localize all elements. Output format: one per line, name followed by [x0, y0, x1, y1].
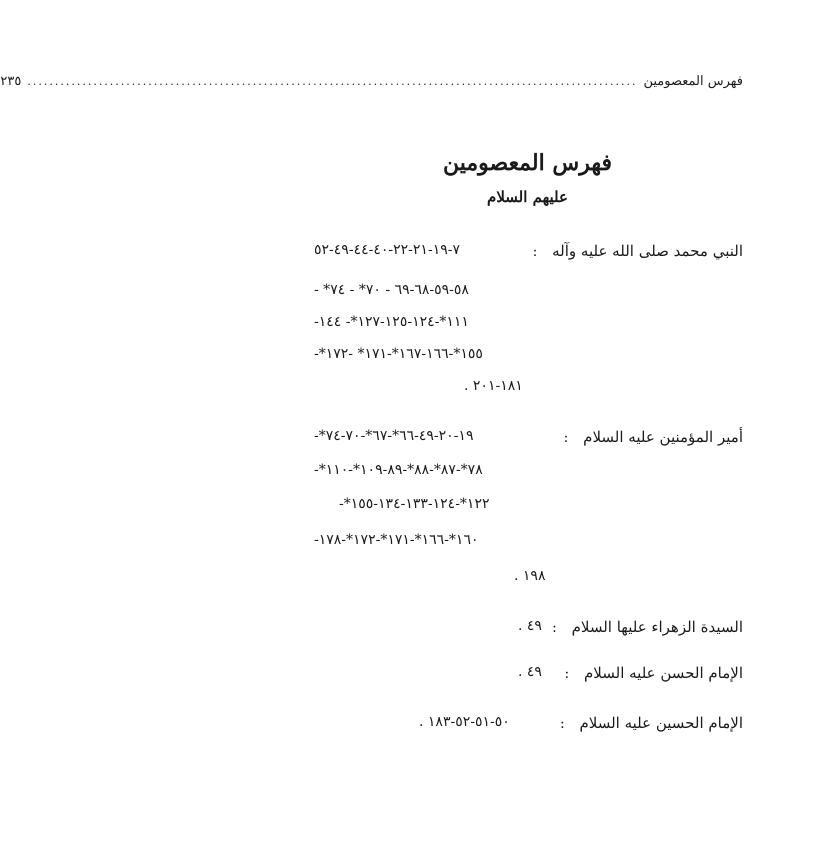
- page-ref-line: ١٦٠*-١٦٦*-١٧١*-١٧٢*-١٧٨-: [314, 532, 479, 548]
- page-ref-line: ٥٠-٥١-٥٢-١٨٣ .: [419, 714, 510, 730]
- index-entry-name: [523, 242, 743, 260]
- entry-label: السيدة الزهراء عليها السلام: [571, 618, 743, 636]
- page-ref-line: ٤٩ .: [518, 618, 542, 634]
- entry-label: الإمام الحسين عليه السلام: [579, 714, 743, 732]
- entry-label: النبي محمد صلى الله عليه وآله: [552, 242, 743, 260]
- running-header-title: فهرس المعصومين: [643, 73, 743, 89]
- page-ref-line: ١٢٢*-١٢٤-١٣٣-١٣٤-١٥٥*-: [339, 496, 490, 512]
- entry-colon: :: [564, 666, 570, 682]
- index-entry-name: [554, 428, 743, 446]
- page-ref-line: ٧-١٩-٢١-٢٢-٤٠-٤٤-٤٩-٥٢: [314, 242, 460, 258]
- page-number: ٢٣٥: [0, 73, 22, 89]
- page-title: فهرس المعصومين: [442, 150, 613, 176]
- entry-label: أمير المؤمنين عليه السلام: [583, 428, 743, 446]
- page-ref-line: ١١١*-١٢٤-١٢٥-١٢٧*- ١٤٤-: [314, 314, 469, 330]
- page-ref-line: ١٥٥*-١٦٦-١٦٧*-١٧١* -١٧٢*-: [314, 346, 483, 362]
- entry-colon: :: [532, 244, 538, 260]
- page-ref-line: ١٩٨ .: [514, 568, 546, 584]
- entry-colon: :: [563, 430, 569, 446]
- page-ref-line: ١٨١-٢٠١ .: [464, 378, 523, 394]
- index-entry-name: [555, 664, 743, 682]
- running-header: [0, 70, 743, 92]
- page-ref-line: ١٩-٢٠-٤٩-٦٦*-٦٧*-٧٠-٧٤*-: [314, 428, 474, 444]
- page-ref-line: ٤٩ .: [518, 664, 542, 680]
- page-ref-line: ٥٨-٥٩-٦٨-٦٩ - ٧٠* - ٧٤* -: [314, 282, 469, 298]
- index-entry-name: [542, 618, 743, 636]
- entry-colon: :: [559, 716, 565, 732]
- leader-dots: ...............................................................................................................: [27, 74, 638, 88]
- page-subtitle: عليهم السلام: [487, 188, 568, 206]
- page-ref-line: ٧٨*-٨٧*-٨٨*-٨٩-١٠٩*-١١٠*-: [314, 462, 483, 478]
- entry-colon: :: [552, 620, 557, 636]
- index-entry-name: [550, 714, 743, 732]
- entry-label: الإمام الحسن عليه السلام: [584, 664, 743, 682]
